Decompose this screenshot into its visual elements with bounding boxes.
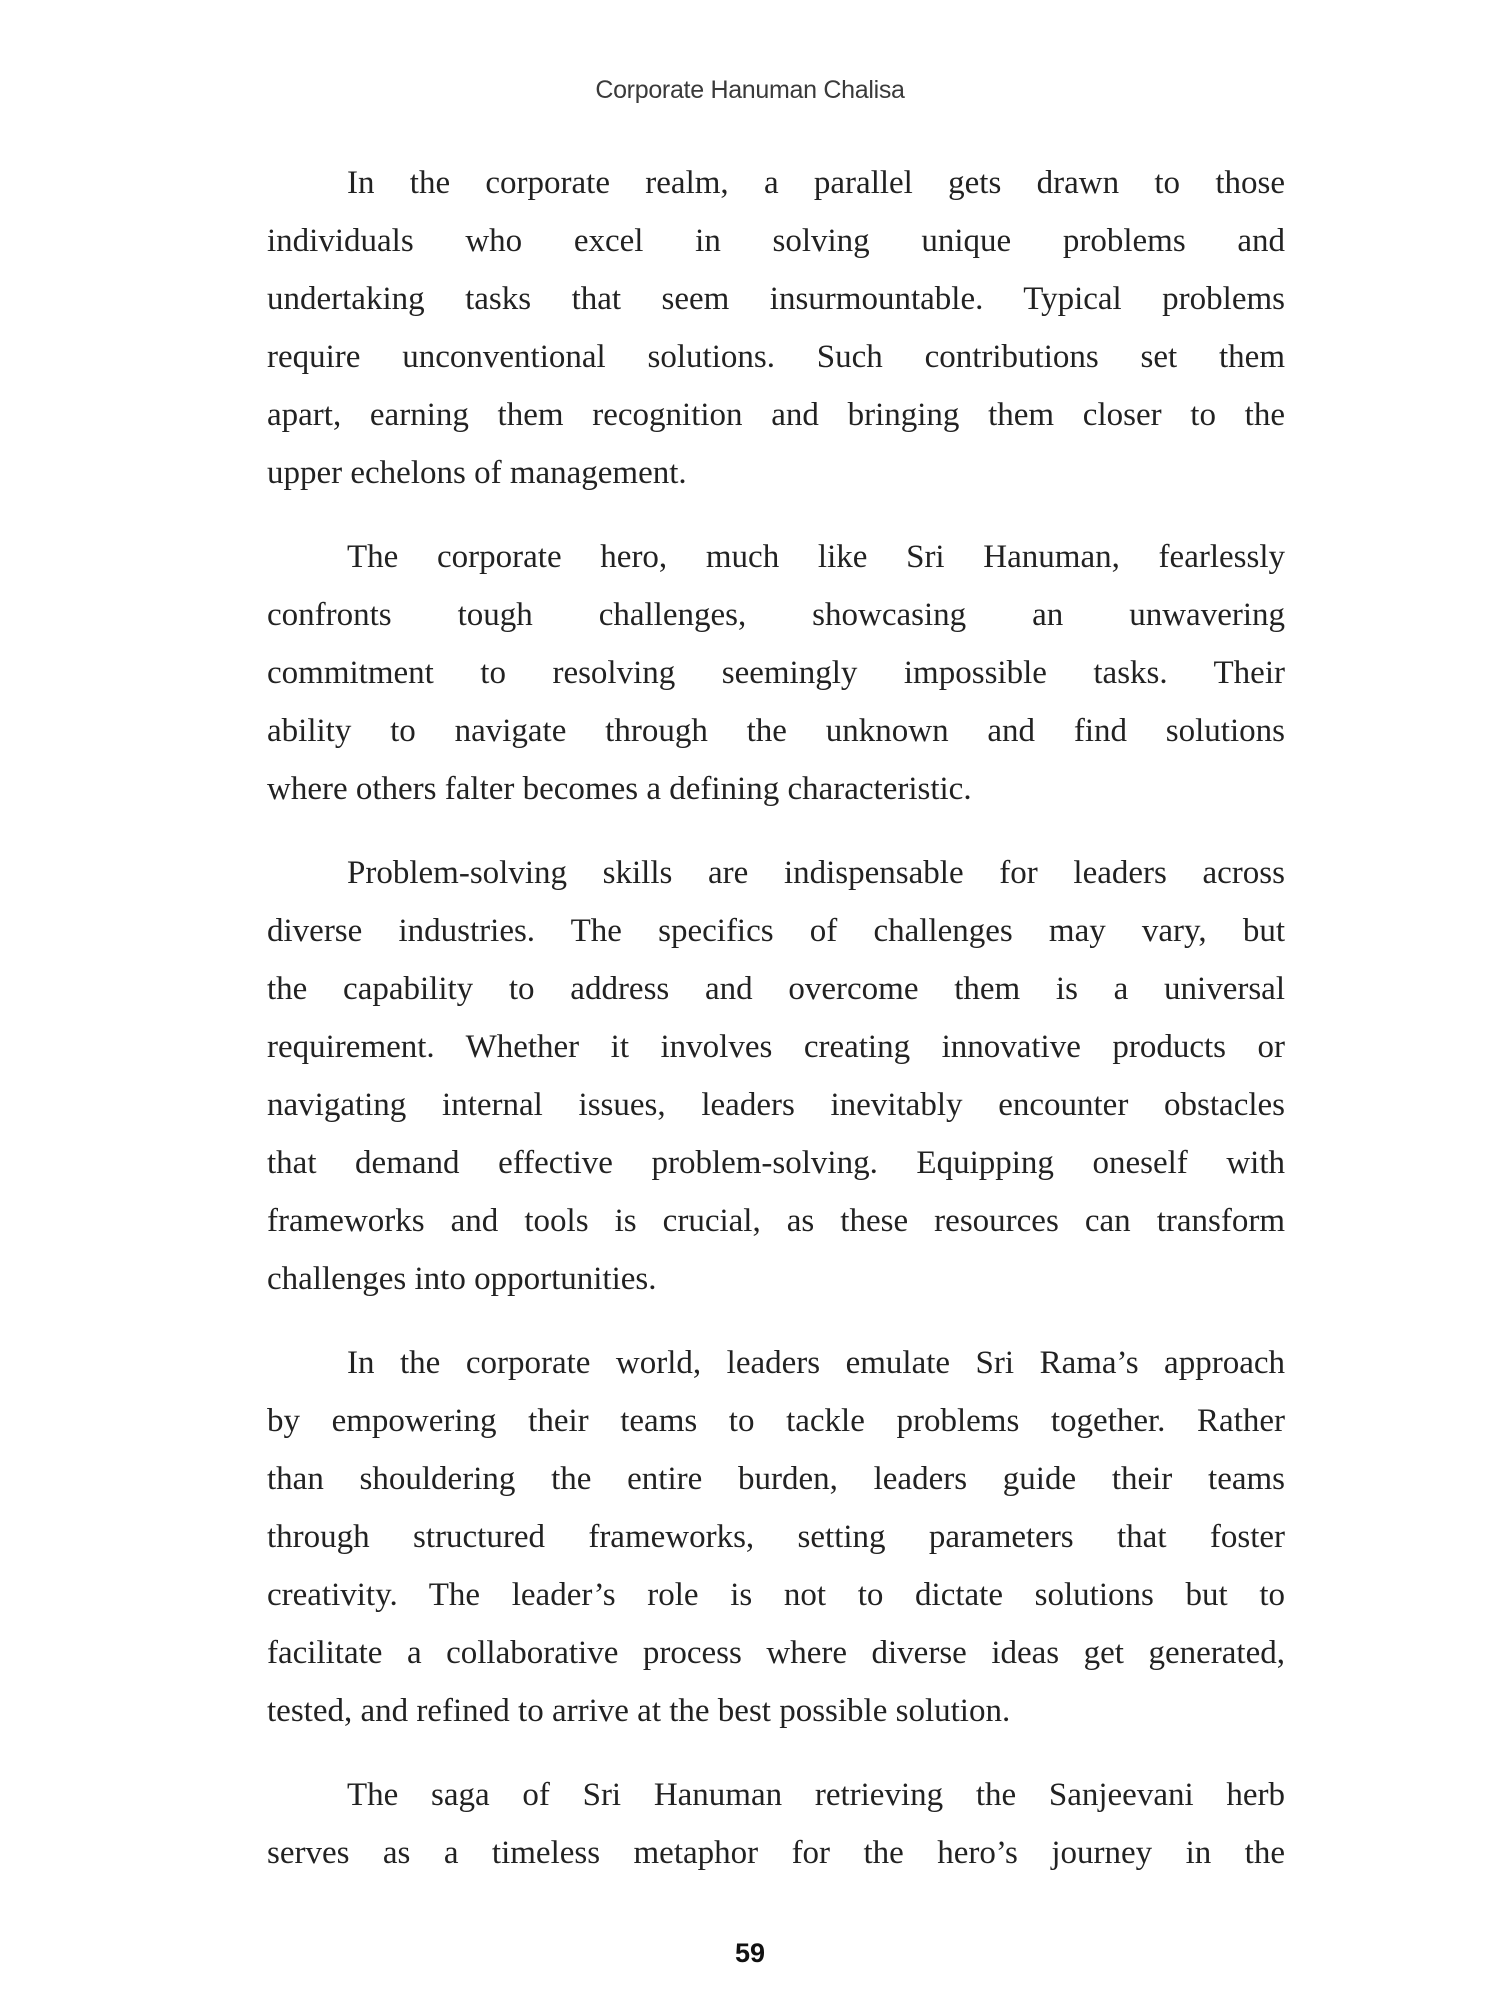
text-line: that demand effective problem-solving. Equipping oneself with bbox=[267, 1145, 1285, 1181]
text-line: through structured frameworks, setting parameters that foster bbox=[267, 1519, 1285, 1555]
text-line: The corporate hero, much like Sri Hanuman, fearlessly bbox=[347, 539, 1285, 575]
text-line: In the corporate realm, a parallel gets drawn to those bbox=[347, 165, 1285, 201]
text-line: challenges into opportunities. bbox=[267, 1261, 657, 1297]
text-line: requirement. Whether it involves creating innovative products or bbox=[267, 1029, 1285, 1065]
text-line: diverse industries. The specifics of challenges may vary, but bbox=[267, 913, 1285, 949]
page-number: 59 bbox=[734, 1938, 766, 1968]
text-line: than shouldering the entire burden, leaders guide their teams bbox=[267, 1461, 1285, 1497]
text-line: require unconventional solutions. Such contributions set them bbox=[267, 339, 1285, 375]
text-line: undertaking tasks that seem insurmountable. Typical problems bbox=[267, 281, 1285, 317]
text-line: the capability to address and overcome them is a universal bbox=[267, 971, 1285, 1007]
paragraph bbox=[267, 528, 1285, 818]
text-line: individuals who excel in solving unique problems and bbox=[267, 223, 1285, 259]
text-line: serves as a timeless metaphor for the hero’s journey in the bbox=[267, 1835, 1285, 1871]
text-line: The saga of Sri Hanuman retrieving the Sanjeevani herb bbox=[347, 1777, 1285, 1813]
paragraph bbox=[267, 154, 1285, 502]
text-line: where others falter becomes a defining characteristic. bbox=[267, 771, 972, 807]
running-header-title: Corporate Hanuman Chalisa bbox=[595, 76, 905, 104]
body-text bbox=[267, 154, 1285, 1908]
text-line: In the corporate world, leaders emulate Sri Rama’s approach bbox=[347, 1345, 1285, 1381]
text-line: facilitate a collaborative process where diverse ideas get generated, bbox=[267, 1635, 1285, 1671]
paragraph bbox=[267, 844, 1285, 1308]
text-line: apart, earning them recognition and bringing them closer to the bbox=[267, 397, 1285, 433]
paragraph bbox=[267, 1334, 1285, 1740]
text-line: frameworks and tools is crucial, as these resources can transform bbox=[267, 1203, 1285, 1239]
text-line: confronts tough challenges, showcasing an unwavering bbox=[267, 597, 1285, 633]
text-line: Problem-solving skills are indispensable for leaders across bbox=[347, 855, 1285, 891]
text-line: commitment to resolving seemingly impossible tasks. Their bbox=[267, 655, 1285, 691]
text-line: navigating internal issues, leaders inevitably encounter obstacles bbox=[267, 1087, 1285, 1123]
text-line: tested, and refined to arrive at the best possible solution. bbox=[267, 1693, 1011, 1729]
text-line: ability to navigate through the unknown and find solutions bbox=[267, 713, 1285, 749]
text-line: upper echelons of management. bbox=[267, 455, 687, 491]
text-line: creativity. The leader’s role is not to dictate solutions but to bbox=[267, 1577, 1285, 1613]
paragraph bbox=[267, 1766, 1285, 1882]
text-line: by empowering their teams to tackle problems together. Rather bbox=[267, 1403, 1285, 1439]
